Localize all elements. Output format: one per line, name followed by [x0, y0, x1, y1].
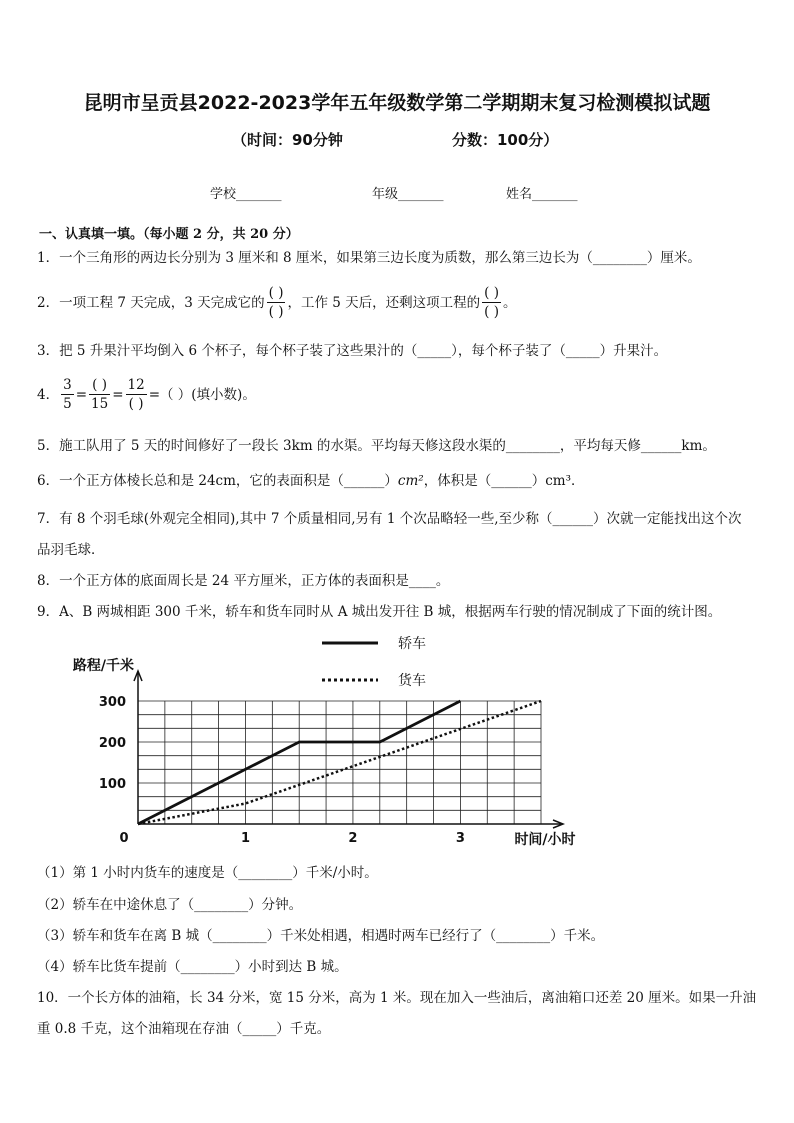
fraction-blank-2[interactable] [482, 284, 501, 321]
fraction-blank-1[interactable] [267, 284, 286, 321]
fraction-denominator: 15 [91, 396, 109, 412]
question-5: 5．施工队用了 5 天的时间修好了一段长 3km 的水渠。平均每天修这段水渠的________，平均每天修______km。 [37, 438, 716, 454]
question-2-text-b: ，工作 5 天后，还剩这项工程的 [287, 294, 481, 311]
y-tick-label: 100 [98, 777, 126, 792]
question-4 [37, 376, 256, 413]
fraction-numerator: ( ) [268, 285, 284, 301]
y-axis-title: 路程/千米 [72, 658, 134, 674]
exam-score: 分数：100分） [452, 131, 559, 149]
question-9-1: （1）第 1 小时内货车的速度是（________）千米/小时。 [37, 865, 378, 881]
x-tick-label: 3 [455, 831, 465, 846]
question-2-text-c: 。 [502, 294, 517, 311]
question-3: 3．把 5 升果汁平均倒入 6 个杯子，每个杯子装了这些果汁的（_____），每个杯子装了（_____）升果汁。 [37, 343, 668, 359]
school-field[interactable]: 学校_______ [210, 187, 282, 202]
legend-label: 轿车 [398, 636, 426, 652]
fraction-denominator: ( ) [128, 396, 144, 412]
question-9: 9．A、B 两城相距 300 千米，轿车和货车同时从 A 城出发开往 B 城，根据两车行驶的情况制成了下面的统计图。 [37, 604, 722, 620]
equals-sign: = [112, 386, 124, 403]
question-6-text-b: ，体积是（______）cm³． [423, 473, 585, 489]
question-7-line-2: 品羽毛球． [37, 542, 105, 558]
fraction-numerator: ( ) [89, 376, 110, 395]
series-line-truck [138, 701, 541, 824]
grade-field[interactable]: 年级_______ [372, 187, 444, 202]
legend-label: 货车 [398, 673, 426, 689]
x-axis-title: 时间/小时 [514, 832, 576, 848]
chart-root [73, 636, 576, 848]
question-10-line-2: 重 0.8 千克，这个油箱现在存油（_____）千克。 [37, 1021, 331, 1037]
x-tick-label: 2 [348, 831, 358, 846]
section-heading: 一、认真填一填。（每小题 2 分，共 20 分） [39, 227, 299, 242]
fraction-denominator: 5 [63, 396, 72, 412]
name-field[interactable]: 姓名_______ [506, 187, 578, 202]
question-1: 1．一个三角形的两边长分别为 3 厘米和 8 厘米，如果第三边长度为质数，那么第三边长为（________）厘米。 [37, 250, 701, 266]
question-7-line-1: 7．有 8 个羽毛球(外观完全相同),其中 7 个质量相同,另有 1 个次品略轻一些,至少称（______）次就一定能找出这个次 [37, 511, 742, 527]
fraction-denominator: ( ) [484, 304, 499, 320]
unit-cm2: cm² [397, 473, 424, 489]
fraction-3-5 [61, 376, 74, 413]
y-tick-label: 200 [98, 736, 126, 751]
question-2-text-a: 2．一项工程 7 天完成，3 天完成它的 [37, 294, 265, 311]
question-4-tail: =（ ）(填小数)。 [148, 386, 256, 403]
equals-sign: = [75, 386, 87, 403]
question-6 [37, 472, 584, 490]
question-10-line-1: 10．一个长方体的油箱，长 34 分米，宽 15 分米，高为 1 米。现在加入一些油后，离油箱口还差 20 厘米。如果一升油 [37, 990, 757, 1006]
x-tick-label: 1 [240, 831, 250, 846]
page-title: 昆明市呈贡县2022-2023学年五年级数学第二学期期末复习检测模拟试题 [83, 92, 711, 114]
fraction-denominator: ( ) [268, 304, 284, 320]
question-8: 8．一个正方体的底面周长是 24 平方厘米，正方体的表面积是____。 [37, 573, 450, 589]
fraction-numerator: 3 [63, 377, 72, 393]
fraction-numerator: ( ) [484, 285, 499, 301]
y-tick-label: 300 [98, 695, 126, 710]
question-9-2: （2）轿车在中途休息了（________）分钟。 [37, 897, 303, 913]
fraction-blank-15[interactable] [89, 376, 110, 413]
question-6-text-a: 6．一个正方体棱长总和是 24cm，它的表面积是（______） [37, 473, 398, 489]
question-2 [37, 284, 516, 321]
exam-time: （时间：90分钟 [232, 131, 343, 149]
question-9-4: （4）轿车比货车提前（________）小时到达 B 城。 [37, 959, 348, 975]
fraction-numerator: 12 [127, 377, 145, 393]
x-tick-label: 0 [119, 831, 129, 846]
fraction-12-blank[interactable] [126, 376, 147, 413]
travel-chart [30, 628, 610, 860]
question-4-label: 4． [37, 386, 60, 403]
question-9-3: （3）轿车和货车在离 B 城（________）千米处相遇，相遇时两车已经行了（________）千米。 [37, 928, 605, 944]
